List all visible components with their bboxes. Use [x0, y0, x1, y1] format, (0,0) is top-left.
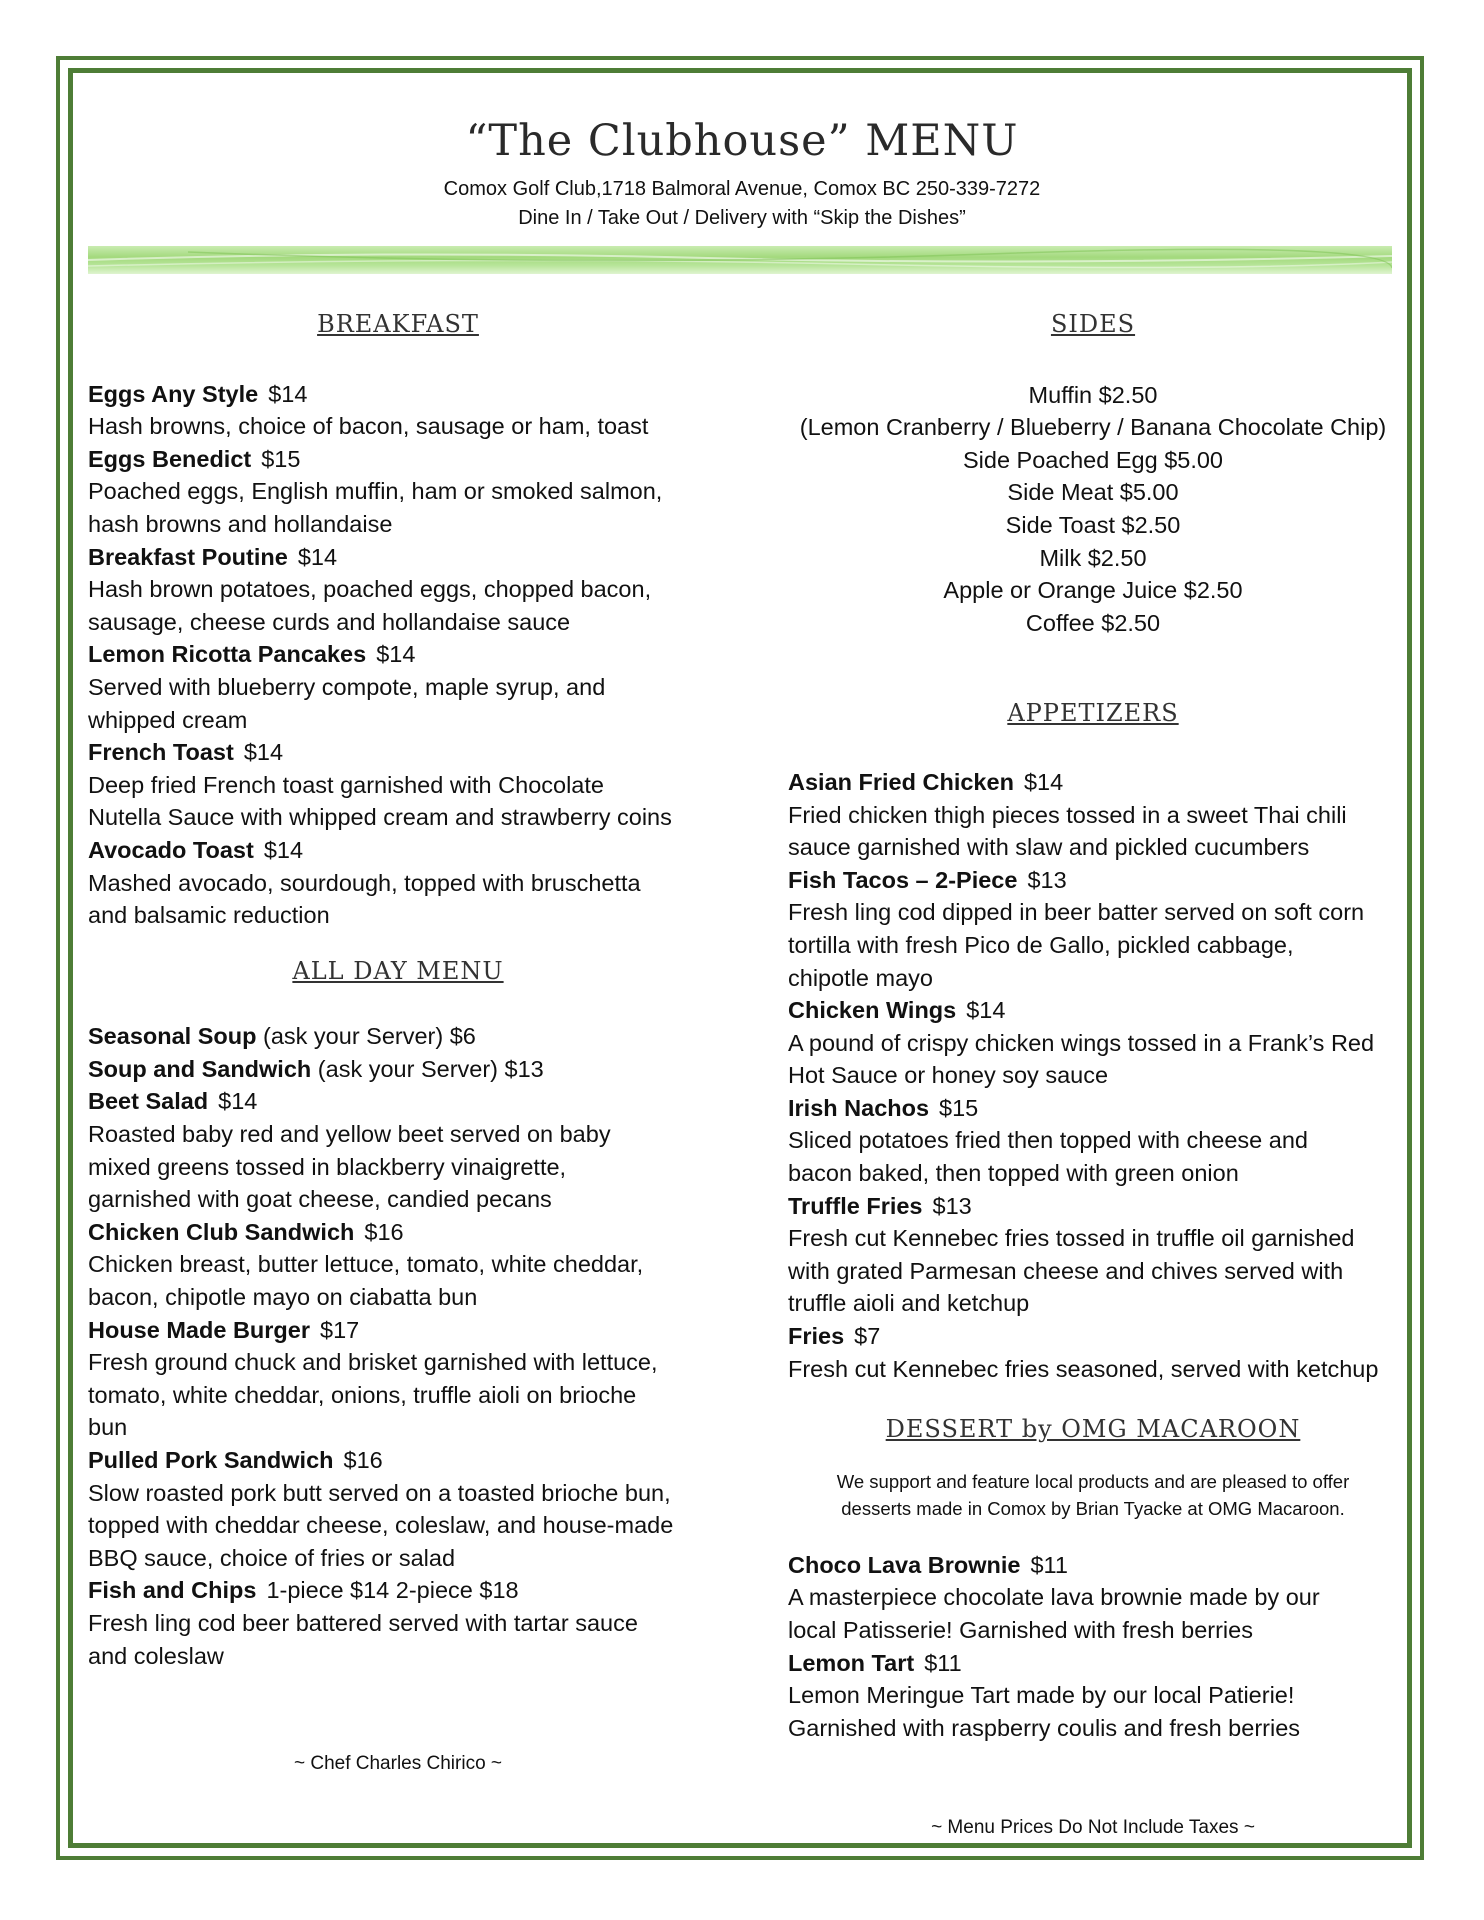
menu-item-price: $17	[320, 1316, 360, 1343]
menu-item	[788, 1647, 1398, 1745]
menu-item-description: bacon baked, then topped with green onion	[788, 1160, 1239, 1187]
menu-item-description: Fresh cut Kennebec fries seasoned, served with ketchup	[788, 1355, 1379, 1382]
dessert-heading: DESSERT by OMG MACAROON	[885, 1415, 1301, 1444]
menu-item-title	[788, 1092, 1398, 1125]
menu-item-description: whipped cream	[88, 706, 248, 733]
menu-item-name: Asian Fried Chicken	[788, 768, 1014, 795]
side-item: (Lemon Cranberry / Blueberry / Banana Chocolate Chip)	[799, 414, 1387, 441]
side-item: Side Toast $2.50	[1005, 511, 1181, 538]
menu-item-title	[88, 378, 708, 411]
menu-item-title	[88, 541, 708, 574]
side-item: Muffin $2.50	[1028, 381, 1158, 408]
menu-item	[788, 1549, 1398, 1647]
breakfast-list	[88, 378, 708, 932]
menu-item-description: local Patisserie! Garnished with fresh berries	[788, 1617, 1253, 1643]
menu-item-description: Hot Sauce or honey soy sauce	[788, 1062, 1109, 1089]
menu-item-description: Mashed avocado, sourdough, topped with bruschetta	[88, 869, 641, 896]
menu-item-price: $11	[1030, 1551, 1068, 1578]
menu-item-description: A masterpiece chocolate lava brownie made by our	[788, 1584, 1320, 1611]
side-item: Coffee $2.50	[1025, 609, 1161, 636]
menu-item	[788, 1320, 1398, 1385]
menu-item-name: Chicken Club Sandwich	[88, 1218, 355, 1245]
menu-item-description: hash browns and hollandaise	[88, 510, 393, 537]
menu-item-name: House Made Burger	[88, 1316, 310, 1343]
menu-item-description: chipotle mayo	[788, 964, 933, 991]
menu-item-name: Irish Nachos	[788, 1094, 930, 1121]
menu-item-soup-sandwich: Soup and Sandwich (ask your Server) $13	[88, 1055, 544, 1082]
green-banner	[88, 246, 1392, 274]
menu-item-description: truffle aioli and ketchup	[788, 1290, 1030, 1317]
menu-item-price: $14	[376, 641, 416, 668]
menu-item	[88, 541, 708, 639]
service-options: Dine In / Take Out / Delivery with “Skip the Dishes”	[518, 207, 966, 229]
all-day-list	[88, 1085, 708, 1672]
menu-item-description: Fried chicken thigh pieces tossed in a sweet Thai chili	[788, 801, 1347, 828]
menu-item-price: $15	[939, 1094, 979, 1121]
menu-item-title	[88, 1216, 708, 1249]
menu-item-name: Lemon Ricotta Pancakes	[88, 641, 367, 668]
menu-item-price: $16	[364, 1218, 404, 1245]
menu-item-title	[788, 1647, 1398, 1680]
menu-item-name: Avocado Toast	[88, 836, 254, 863]
menu-item-price: $15	[261, 445, 301, 472]
menu-item-description: Hash brown potatoes, poached eggs, chopped bacon,	[88, 576, 652, 603]
menu-item	[88, 378, 708, 443]
menu-item-title	[788, 1549, 1398, 1582]
menu-item-title	[88, 1444, 708, 1477]
menu-item-description: BBQ sauce, choice of fries or salad	[88, 1544, 456, 1571]
menu-item	[788, 1092, 1398, 1190]
menu-item	[88, 834, 708, 932]
menu-item-description: Hash browns, choice of bacon, sausage or ham, toast	[88, 413, 649, 440]
menu-item-description: Lemon Meringue Tart made by our local Patierie!	[788, 1682, 1295, 1709]
menu-item-title	[788, 1190, 1398, 1223]
menu-item-name: Pulled Pork Sandwich	[88, 1447, 334, 1473]
menu-item-description: Deep fried French toast garnished with Chocolate	[88, 771, 604, 798]
menu-item-name: Eggs Benedict	[88, 445, 252, 472]
side-item: Milk $2.50	[1039, 544, 1147, 571]
menu-item-name: Beet Salad	[88, 1088, 209, 1115]
menu-item-price: $16	[343, 1447, 383, 1473]
appetizers-heading: APPETIZERS	[1007, 699, 1179, 728]
menu-item-description: sauce garnished with slaw and pickled cucumbers	[788, 834, 1310, 861]
chef-signature: ~ Chef Charles Chirico ~	[293, 1753, 503, 1774]
dessert-intro-line: We support and feature local products and are pleased to offer	[836, 1470, 1350, 1492]
menu-item-description: bacon, chipotle mayo on ciabatta bun	[88, 1284, 478, 1311]
menu-item-title	[788, 1320, 1398, 1353]
menu-item-description: tomato, white cheddar, onions, truffle aioli on brioche	[88, 1381, 637, 1408]
menu-item-name: Lemon Tart	[788, 1649, 915, 1676]
menu-item-description: and coleslaw	[88, 1642, 224, 1669]
menu-title: “The Clubhouse” MENU	[465, 116, 1019, 166]
menu-item-name: Eggs Any Style	[88, 380, 259, 407]
menu-item-title	[88, 834, 708, 867]
menu-item-title	[88, 1085, 708, 1118]
menu-item-description: Poached eggs, English muffin, ham or smoked salmon,	[88, 478, 663, 505]
menu-item-description: Chicken breast, butter lettuce, tomato, white cheddar,	[88, 1251, 644, 1278]
menu-item-description: mixed greens tossed in blackberry vinaigrette,	[88, 1153, 567, 1180]
menu-item-name: Choco Lava Brownie	[788, 1551, 1021, 1578]
menu-item-price: $13	[932, 1192, 972, 1219]
menu-item-price: $14	[218, 1088, 258, 1115]
menu-item-title	[88, 638, 708, 671]
menu-item	[88, 1216, 708, 1314]
menu-item-description: sausage, cheese curds and hollandaise sauce	[88, 608, 571, 635]
menu-item-price: $7	[854, 1323, 881, 1350]
side-item: Side Poached Egg $5.00	[962, 446, 1223, 473]
menu-item	[88, 638, 708, 736]
menu-item-description: Fresh cut Kennebec fries tossed in truffle oil garnished	[788, 1225, 1355, 1252]
menu-item-title	[88, 1574, 708, 1607]
menu-item-name: Chicken Wings	[788, 997, 957, 1024]
appetizers-list	[788, 766, 1398, 1385]
breakfast-heading: BREAKFAST	[317, 310, 479, 338]
menu-item-price: $14	[243, 739, 284, 766]
menu-item-price: $11	[924, 1649, 962, 1676]
menu-item-name: French Toast	[88, 739, 234, 766]
menu-item-description: bun	[88, 1414, 128, 1441]
menu-item-title	[788, 994, 1398, 1027]
menu-item	[88, 443, 708, 541]
menu-item-price: $14	[1023, 768, 1064, 795]
club-address: Comox Golf Club,1718 Balmoral Avenue, Comox BC 250-339-7272	[443, 178, 1041, 200]
menu-item-description: Fresh ling cod beer battered served with tartar sauce	[88, 1609, 638, 1636]
menu-item-description: with grated Parmesan cheese and chives served with	[788, 1257, 1344, 1284]
menu-item	[88, 1444, 708, 1574]
sides-heading: SIDES	[1050, 310, 1136, 338]
menu-item-price: $14	[268, 380, 308, 407]
menu-item-title	[88, 1314, 708, 1347]
menu-item-seasonal-soup: Seasonal Soup (ask your Server) $6	[88, 1023, 476, 1050]
menu-item-price: $14	[263, 836, 304, 863]
right-column	[788, 308, 1398, 1744]
menu-item-title	[788, 864, 1398, 897]
menu-item-title	[788, 766, 1398, 799]
menu-item	[788, 1190, 1398, 1320]
menu-item	[88, 1314, 708, 1444]
menu-item-title	[88, 443, 708, 476]
dessert-intro-line: desserts made in Comox by Brian Tyacke at OMG Macaroon.	[841, 1497, 1345, 1519]
menu-item	[788, 864, 1398, 994]
dessert-intro	[788, 1468, 1398, 1522]
menu-item-description: Served with blueberry compote, maple syrup, and	[88, 673, 606, 700]
taxes-note: ~ Menu Prices Do Not Include Taxes ~	[931, 1817, 1255, 1838]
menu-item-price: $14	[966, 997, 1006, 1024]
menu-item-description: tortilla with fresh Pico de Gallo, pickled cabbage,	[788, 931, 1294, 958]
menu-item-description: Slow roasted pork butt served on a toasted brioche bun,	[88, 1479, 671, 1506]
menu-item-name: Fish Tacos – 2-Piece	[788, 866, 1018, 893]
menu-item-price: 1-piece $14 2-piece $18	[266, 1577, 519, 1604]
menu-item-description: topped with cheddar cheese, coleslaw, and house-made	[88, 1512, 674, 1539]
menu-item	[88, 1574, 708, 1672]
menu-item	[88, 736, 708, 834]
menu-item-description: A pound of crispy chicken wings tossed in a Frank’s Red	[788, 1029, 1375, 1056]
menu-item-title	[88, 736, 708, 769]
menu-item-description: Fresh ground chuck and brisket garnished with lettuce,	[88, 1349, 658, 1376]
menu-item-description: Sliced potatoes fried then topped with cheese and	[788, 1127, 1308, 1154]
dessert-list	[788, 1549, 1398, 1745]
menu-item	[88, 1085, 708, 1215]
menu-item-description: and balsamic reduction	[88, 902, 330, 929]
side-item: Apple or Orange Juice $2.50	[943, 577, 1243, 604]
sides-list	[788, 379, 1398, 640]
menu-item-description: Fresh ling cod dipped in beer batter served on soft corn	[788, 899, 1365, 926]
menu-item-price: $13	[1027, 866, 1067, 893]
menu-item-name: Fish and Chips	[88, 1577, 257, 1604]
menu-item-description: garnished with goat cheese, candied pecans	[88, 1186, 552, 1213]
side-item: Side Meat $5.00	[1007, 479, 1179, 506]
all-day-heading: ALL DAY MENU	[292, 956, 504, 985]
menu-item-name: Fries	[788, 1323, 845, 1350]
menu-item	[788, 994, 1398, 1092]
menu-item-name: Truffle Fries	[788, 1192, 923, 1219]
left-column	[88, 308, 708, 1672]
menu-item-price: $14	[297, 543, 338, 570]
menu-item-name: Breakfast Poutine	[88, 543, 288, 570]
menu-item-description: Garnished with raspberry coulis and fresh berries	[788, 1714, 1301, 1741]
menu-item-description: Roasted baby red and yellow beet served on baby	[88, 1121, 611, 1148]
menu-item-description: Nutella Sauce with whipped cream and strawberry coins	[88, 804, 672, 831]
menu-item	[788, 766, 1398, 864]
